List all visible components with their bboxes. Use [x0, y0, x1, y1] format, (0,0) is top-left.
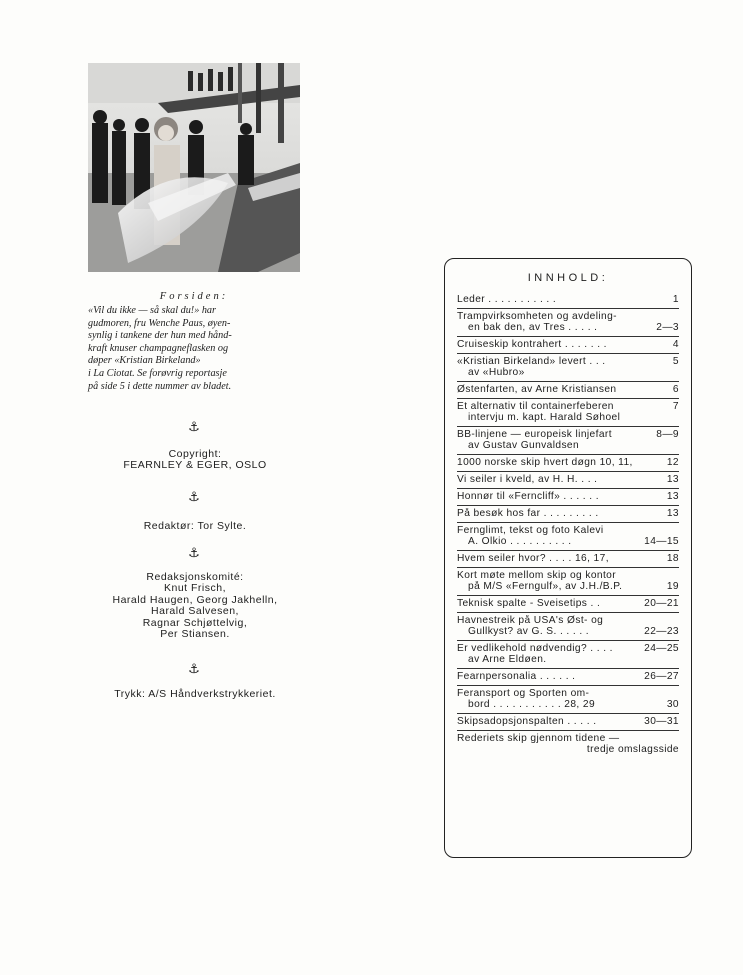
- toc-entry-title: Skipsadopsjonspalten . . . . .: [457, 716, 597, 727]
- anchor-icon: ⚓: [188, 545, 200, 560]
- toc-entry-title: Cruiseskip kontrahert . . . . . . .: [457, 339, 607, 350]
- toc-entry: [457, 714, 679, 731]
- toc-entry-title: av «Hubro»: [468, 367, 525, 378]
- toc-entry: [457, 382, 679, 399]
- toc-entry-title: Feransport og Sporten om-: [457, 688, 590, 699]
- toc-entry-title: bord . . . . . . . . . . . 28, 29: [468, 699, 596, 710]
- anchor-icon: ⚓: [188, 419, 200, 434]
- toc-entry-page: 13: [666, 474, 679, 485]
- toc-entry-page: 8—9: [656, 429, 679, 440]
- toc-entry: [457, 472, 679, 489]
- toc-entry: [457, 596, 679, 613]
- toc-entry-page: 12: [666, 457, 679, 468]
- toc-entry-page: 20—21: [644, 598, 679, 609]
- toc-entry: [457, 354, 679, 382]
- toc-entry-page: 30: [666, 699, 679, 710]
- caption-line: kraft knuser champagneflasken og: [88, 342, 229, 354]
- editor-line: Redaktør: Tor Sylte.: [143, 520, 247, 532]
- toc-entry: [457, 551, 679, 568]
- toc-entry-title: Rederiets skip gjennom tidene —: [457, 733, 620, 744]
- toc-entry-title: Fearnpersonalia . . . . . .: [457, 671, 576, 682]
- toc-entry-title: av Gustav Gunvaldsen: [468, 440, 580, 451]
- toc-entry-title: På besøk hos far . . . . . . . . .: [457, 508, 599, 519]
- toc-entry-page: 5: [672, 356, 679, 367]
- toc-entry-page: 13: [666, 491, 679, 502]
- toc-entry: [457, 523, 679, 551]
- toc-entry-title: Fernglimt, tekst og foto Kalevi: [457, 525, 604, 536]
- toc-entry-page: 7: [672, 401, 679, 412]
- toc-entry-title: tredje omslagsside: [586, 744, 679, 755]
- toc-entry-title: intervju m. kapt. Harald Søhoel: [468, 412, 621, 423]
- toc-entry-page: 26—27: [644, 671, 679, 682]
- toc-entry-title: Kort møte mellom skip og kontor: [457, 570, 617, 581]
- toc-entry: [457, 489, 679, 506]
- toc-entry-page: 19: [666, 581, 679, 592]
- anchor-icon: ⚓: [188, 489, 200, 504]
- toc-entry-title: Teknisk spalte - Sveisetips . .: [457, 598, 601, 609]
- committee-member: Harald Salvesen,: [151, 605, 239, 618]
- anchor-icon: ⚓: [188, 661, 200, 676]
- toc-entry: [457, 731, 679, 758]
- toc-entry-page: 30—31: [644, 716, 679, 727]
- toc-entry-title: Leder . . . . . . . . . . .: [457, 294, 557, 305]
- cover-caption: [88, 305, 302, 393]
- toc-entry: [457, 506, 679, 523]
- toc-entry: [457, 669, 679, 686]
- toc-entry: [457, 337, 679, 354]
- toc-entry: [457, 455, 679, 472]
- caption-line: synlig i tankene der hun med hånd-: [88, 330, 232, 342]
- toc-entry-title: BB-linjene — europeisk linjefart: [457, 429, 612, 440]
- table-of-contents: [457, 292, 679, 758]
- caption-line: gudmoren, fru Wenche Paus, øyen-: [88, 317, 231, 329]
- toc-entry: [457, 427, 679, 455]
- toc-entry-title: Gullkyst? av G. S. . . . . .: [468, 626, 590, 637]
- toc-entry-title: Honnør til «Ferncliff» . . . . . .: [457, 491, 599, 502]
- toc-entry: [457, 686, 679, 714]
- toc-entry-title: på M/S «Ferngulf», av J.H./B.P.: [468, 581, 623, 592]
- toc-entry: [457, 309, 679, 337]
- caption-line: i La Ciotat. Se forøvrig reportasje: [88, 367, 227, 379]
- toc-entry-title: Østenfarten, av Arne Kristiansen: [457, 384, 617, 395]
- copyright-holder: FEARNLEY & EGER, OSLO: [123, 459, 267, 472]
- caption-line: døper «Kristian Birkeland»: [88, 355, 201, 367]
- toc-entry-title: av Arne Eldøen.: [468, 654, 547, 665]
- caption-line: på side 5 i dette nummer av bladet.: [88, 380, 232, 392]
- toc-entry-page: 1: [672, 294, 679, 305]
- committee-member: Knut Frisch,: [163, 582, 227, 595]
- committee-block: [60, 572, 330, 640]
- committee-member: Harald Haugen, Georg Jakhelln,: [112, 593, 278, 606]
- toc-entry: [457, 568, 679, 596]
- toc-entry-title: 1000 norske skip hvert døgn 10, 11,: [457, 457, 633, 468]
- cover-caption-title: Forsiden:: [159, 291, 229, 302]
- toc-entry-title: Vi seiler i kveld, av H. H. . . .: [457, 474, 598, 485]
- toc-entry: [457, 613, 679, 641]
- toc-entry-page: 18: [666, 553, 679, 564]
- toc-entry-page: 22—23: [644, 626, 679, 637]
- toc-entry-title: «Kristian Birkeland» levert . . .: [457, 356, 606, 367]
- toc-entry-page: 2—3: [656, 322, 679, 333]
- toc-entry-page: 14—15: [644, 536, 679, 547]
- caption-line: «Vil du ikke — så skal du!» har: [88, 305, 216, 316]
- toc-entry-page: 24—25: [644, 643, 679, 654]
- ship-christening-photo: [88, 63, 300, 272]
- toc-entry-page: 13: [666, 508, 679, 519]
- committee-label: Redaksjonskomité:: [146, 571, 244, 583]
- toc-title: INNHOLD:: [527, 272, 609, 284]
- toc-entry: [457, 399, 679, 427]
- committee-member: Per Stiansen.: [160, 628, 230, 641]
- toc-entry-title: Hvem seiler hvor? . . . . 16, 17,: [457, 553, 609, 564]
- copyright-block: [60, 449, 330, 472]
- toc-entry: [457, 292, 679, 309]
- toc-entry-title: Trampvirksomheten og avdeling-: [457, 311, 617, 322]
- toc-entry-title: Havnestreik på USA's Øst- og: [457, 615, 604, 626]
- toc-entry-page: 4: [672, 339, 679, 350]
- printer-line: Trykk: A/S Håndverkstrykkeriet.: [114, 688, 276, 700]
- toc-entry-page: 6: [672, 384, 679, 395]
- toc-entry: [457, 641, 679, 669]
- toc-entry-title: A. Olkio . . . . . . . . . .: [468, 536, 572, 547]
- cover-photo: [88, 63, 300, 272]
- committee-member: Ragnar Schjøttelvig,: [142, 616, 248, 629]
- toc-entry-title: en bak den, av Tres . . . . .: [468, 322, 598, 333]
- toc-entry-title: Er vedlikehold nødvendig? . . . .: [457, 643, 613, 654]
- toc-entry-title: Et alternativ til containerfeberen: [457, 401, 614, 412]
- copyright-label: Copyright:: [168, 448, 222, 460]
